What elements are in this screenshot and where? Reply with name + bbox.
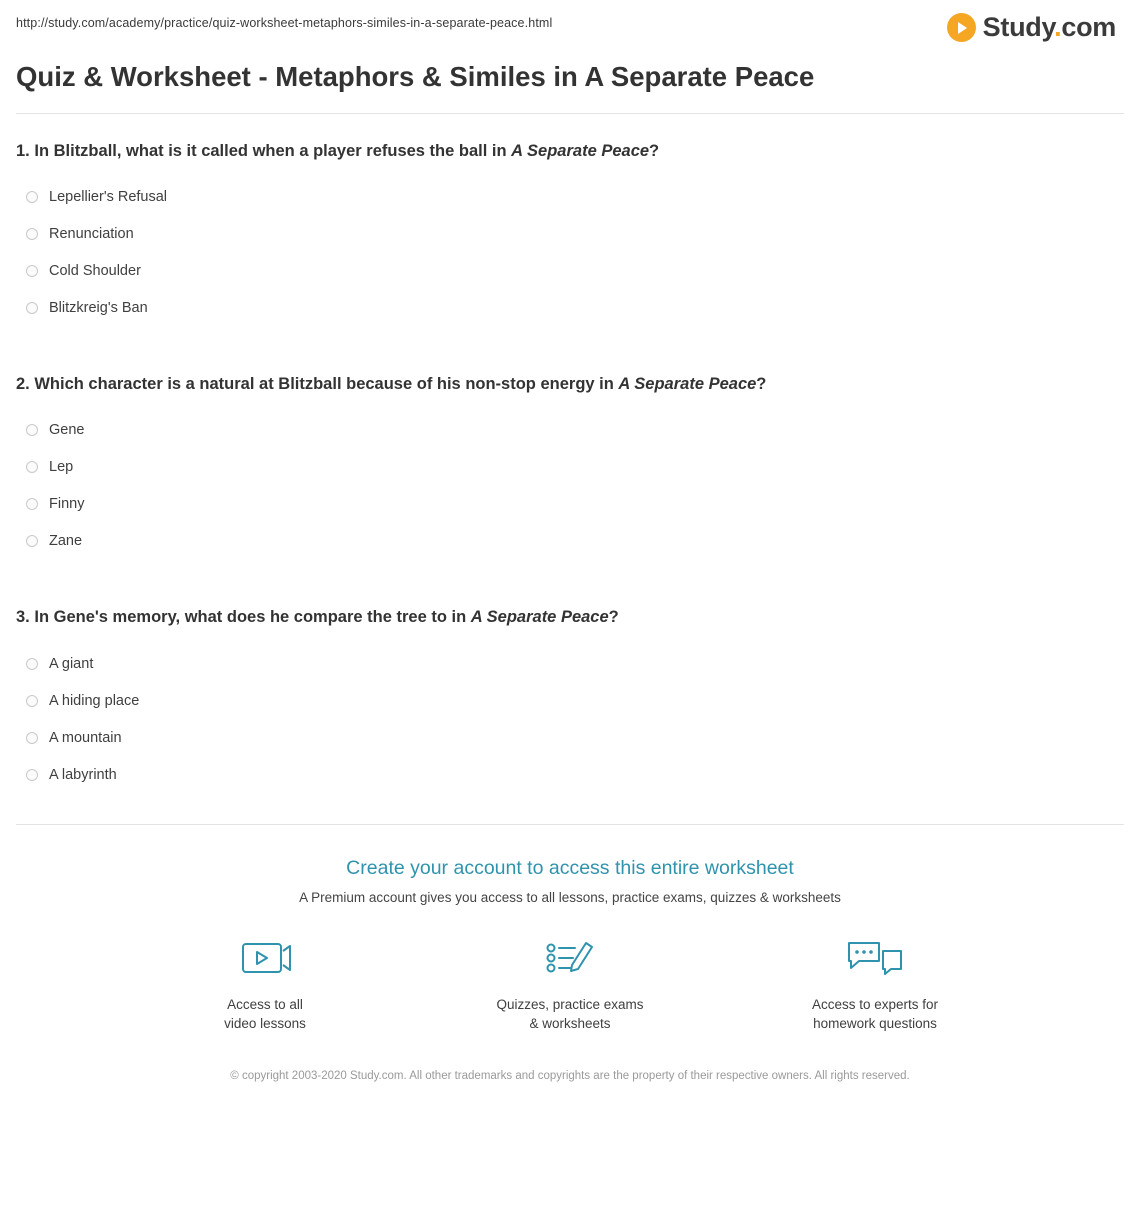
radio-button-icon[interactable] <box>26 535 38 547</box>
question-spacer <box>16 560 1124 580</box>
question-text-after: ? <box>649 142 660 161</box>
question-block <box>16 580 1124 793</box>
logo-tld: com <box>1061 12 1116 42</box>
answer-option[interactable] <box>16 449 1124 486</box>
radio-button-icon[interactable] <box>26 302 38 314</box>
answer-label: A giant <box>49 655 94 672</box>
feature-label <box>488 995 653 1034</box>
question-spacer <box>16 327 1124 347</box>
copyright-text: © copyright 2003-2020 Study.com. All other trademarks and copyrights are the property of their respective owners. All rights reserved. <box>230 1069 910 1082</box>
answer-option[interactable] <box>16 757 1124 794</box>
feature-line-1: Access to experts for <box>811 996 939 1012</box>
question-title-italic: A Separate Peace <box>618 375 757 394</box>
answer-option[interactable] <box>16 412 1124 449</box>
radio-button-icon[interactable] <box>26 191 38 203</box>
question-text <box>16 606 1124 629</box>
answer-list <box>16 412 1124 560</box>
radio-button-icon[interactable] <box>26 424 38 436</box>
page-url: http://study.com/academy/practice/quiz-worksheet-metaphors-similes-in-a-separate-peace.html <box>16 16 553 30</box>
play-circle-icon <box>947 13 976 42</box>
feature-line-2: & worksheets <box>529 1016 611 1032</box>
cta-subtitle: A Premium account gives you access to all lessons, practice exams, quizzes & worksheets <box>299 889 841 905</box>
radio-button-icon[interactable] <box>26 461 38 473</box>
question-title-italic: A Separate Peace <box>470 608 609 627</box>
radio-button-icon[interactable] <box>26 498 38 510</box>
answer-option[interactable] <box>16 216 1124 253</box>
answer-label: Finny <box>49 496 85 513</box>
feature-line-2: homework questions <box>813 1016 937 1032</box>
radio-button-icon[interactable] <box>26 695 38 707</box>
logo-dot: . <box>1054 12 1062 42</box>
question-text-after: ? <box>608 608 619 627</box>
answer-label: Lep <box>49 459 74 476</box>
question-text-after: ? <box>756 375 767 394</box>
question-block <box>16 114 1124 327</box>
question-title-italic: A Separate Peace <box>511 142 650 161</box>
feature-item <box>183 931 348 1034</box>
question-text-before: In Blitzball, what is it called when a player refuses the ball in <box>34 142 512 161</box>
answer-label: Blitzkreig's Ban <box>49 300 148 317</box>
question-number: 2. <box>16 375 30 394</box>
answer-label: Cold Shoulder <box>49 263 141 280</box>
question-text-before: Which character is a natural at Blitzball because of his non-stop energy in <box>34 375 619 394</box>
create-account-cta <box>16 824 1124 1103</box>
radio-button-icon[interactable] <box>26 265 38 277</box>
chat-bubble-icon <box>793 931 958 985</box>
answer-label: A mountain <box>49 729 122 746</box>
question-text <box>16 373 1124 396</box>
question-block <box>16 347 1124 560</box>
answer-label: Renunciation <box>49 226 134 243</box>
answer-option[interactable] <box>16 683 1124 720</box>
content-area <box>0 59 1140 1103</box>
question-number: 1. <box>16 142 30 161</box>
quiz-checklist-icon <box>488 931 653 985</box>
radio-button-icon[interactable] <box>26 658 38 670</box>
answer-option[interactable] <box>16 290 1124 327</box>
answer-option[interactable] <box>16 523 1124 560</box>
feature-item <box>488 931 653 1034</box>
radio-button-icon[interactable] <box>26 769 38 781</box>
answer-label: Zane <box>49 533 83 550</box>
feature-list <box>16 931 1124 1034</box>
question-text <box>16 140 1124 163</box>
feature-label <box>183 995 348 1034</box>
page-title: Quiz & Worksheet - Metaphors & Similes in A Separate Peace <box>16 61 815 92</box>
answer-list <box>16 179 1124 327</box>
radio-button-icon[interactable] <box>26 228 38 240</box>
cta-title[interactable]: Create your account to access this entire worksheet <box>346 856 794 879</box>
answer-option[interactable] <box>16 486 1124 523</box>
question-number: 3. <box>16 608 30 627</box>
logo-text <box>983 12 1116 43</box>
feature-line-1: Quizzes, practice exams <box>496 996 644 1012</box>
logo-brand: Study <box>982 12 1055 42</box>
answer-label: Gene <box>49 422 85 439</box>
feature-line-2: video lessons <box>224 1016 306 1032</box>
answer-option[interactable] <box>16 720 1124 757</box>
feature-label <box>793 995 958 1034</box>
top-bar <box>0 0 1140 47</box>
feature-line-1: Access to all <box>227 996 303 1012</box>
question-text-before: In Gene's memory, what does he compare the tree to in <box>34 608 471 627</box>
study-com-logo[interactable] <box>947 12 1124 43</box>
answer-label: A hiding place <box>49 692 140 709</box>
answer-label: A labyrinth <box>49 766 117 783</box>
answer-option[interactable] <box>16 253 1124 290</box>
feature-item <box>793 931 958 1034</box>
answer-option[interactable] <box>16 646 1124 683</box>
answer-option[interactable] <box>16 179 1124 216</box>
answer-list <box>16 646 1124 794</box>
video-lesson-icon <box>183 931 348 985</box>
radio-button-icon[interactable] <box>26 732 38 744</box>
answer-label: Lepellier's Refusal <box>49 189 168 206</box>
